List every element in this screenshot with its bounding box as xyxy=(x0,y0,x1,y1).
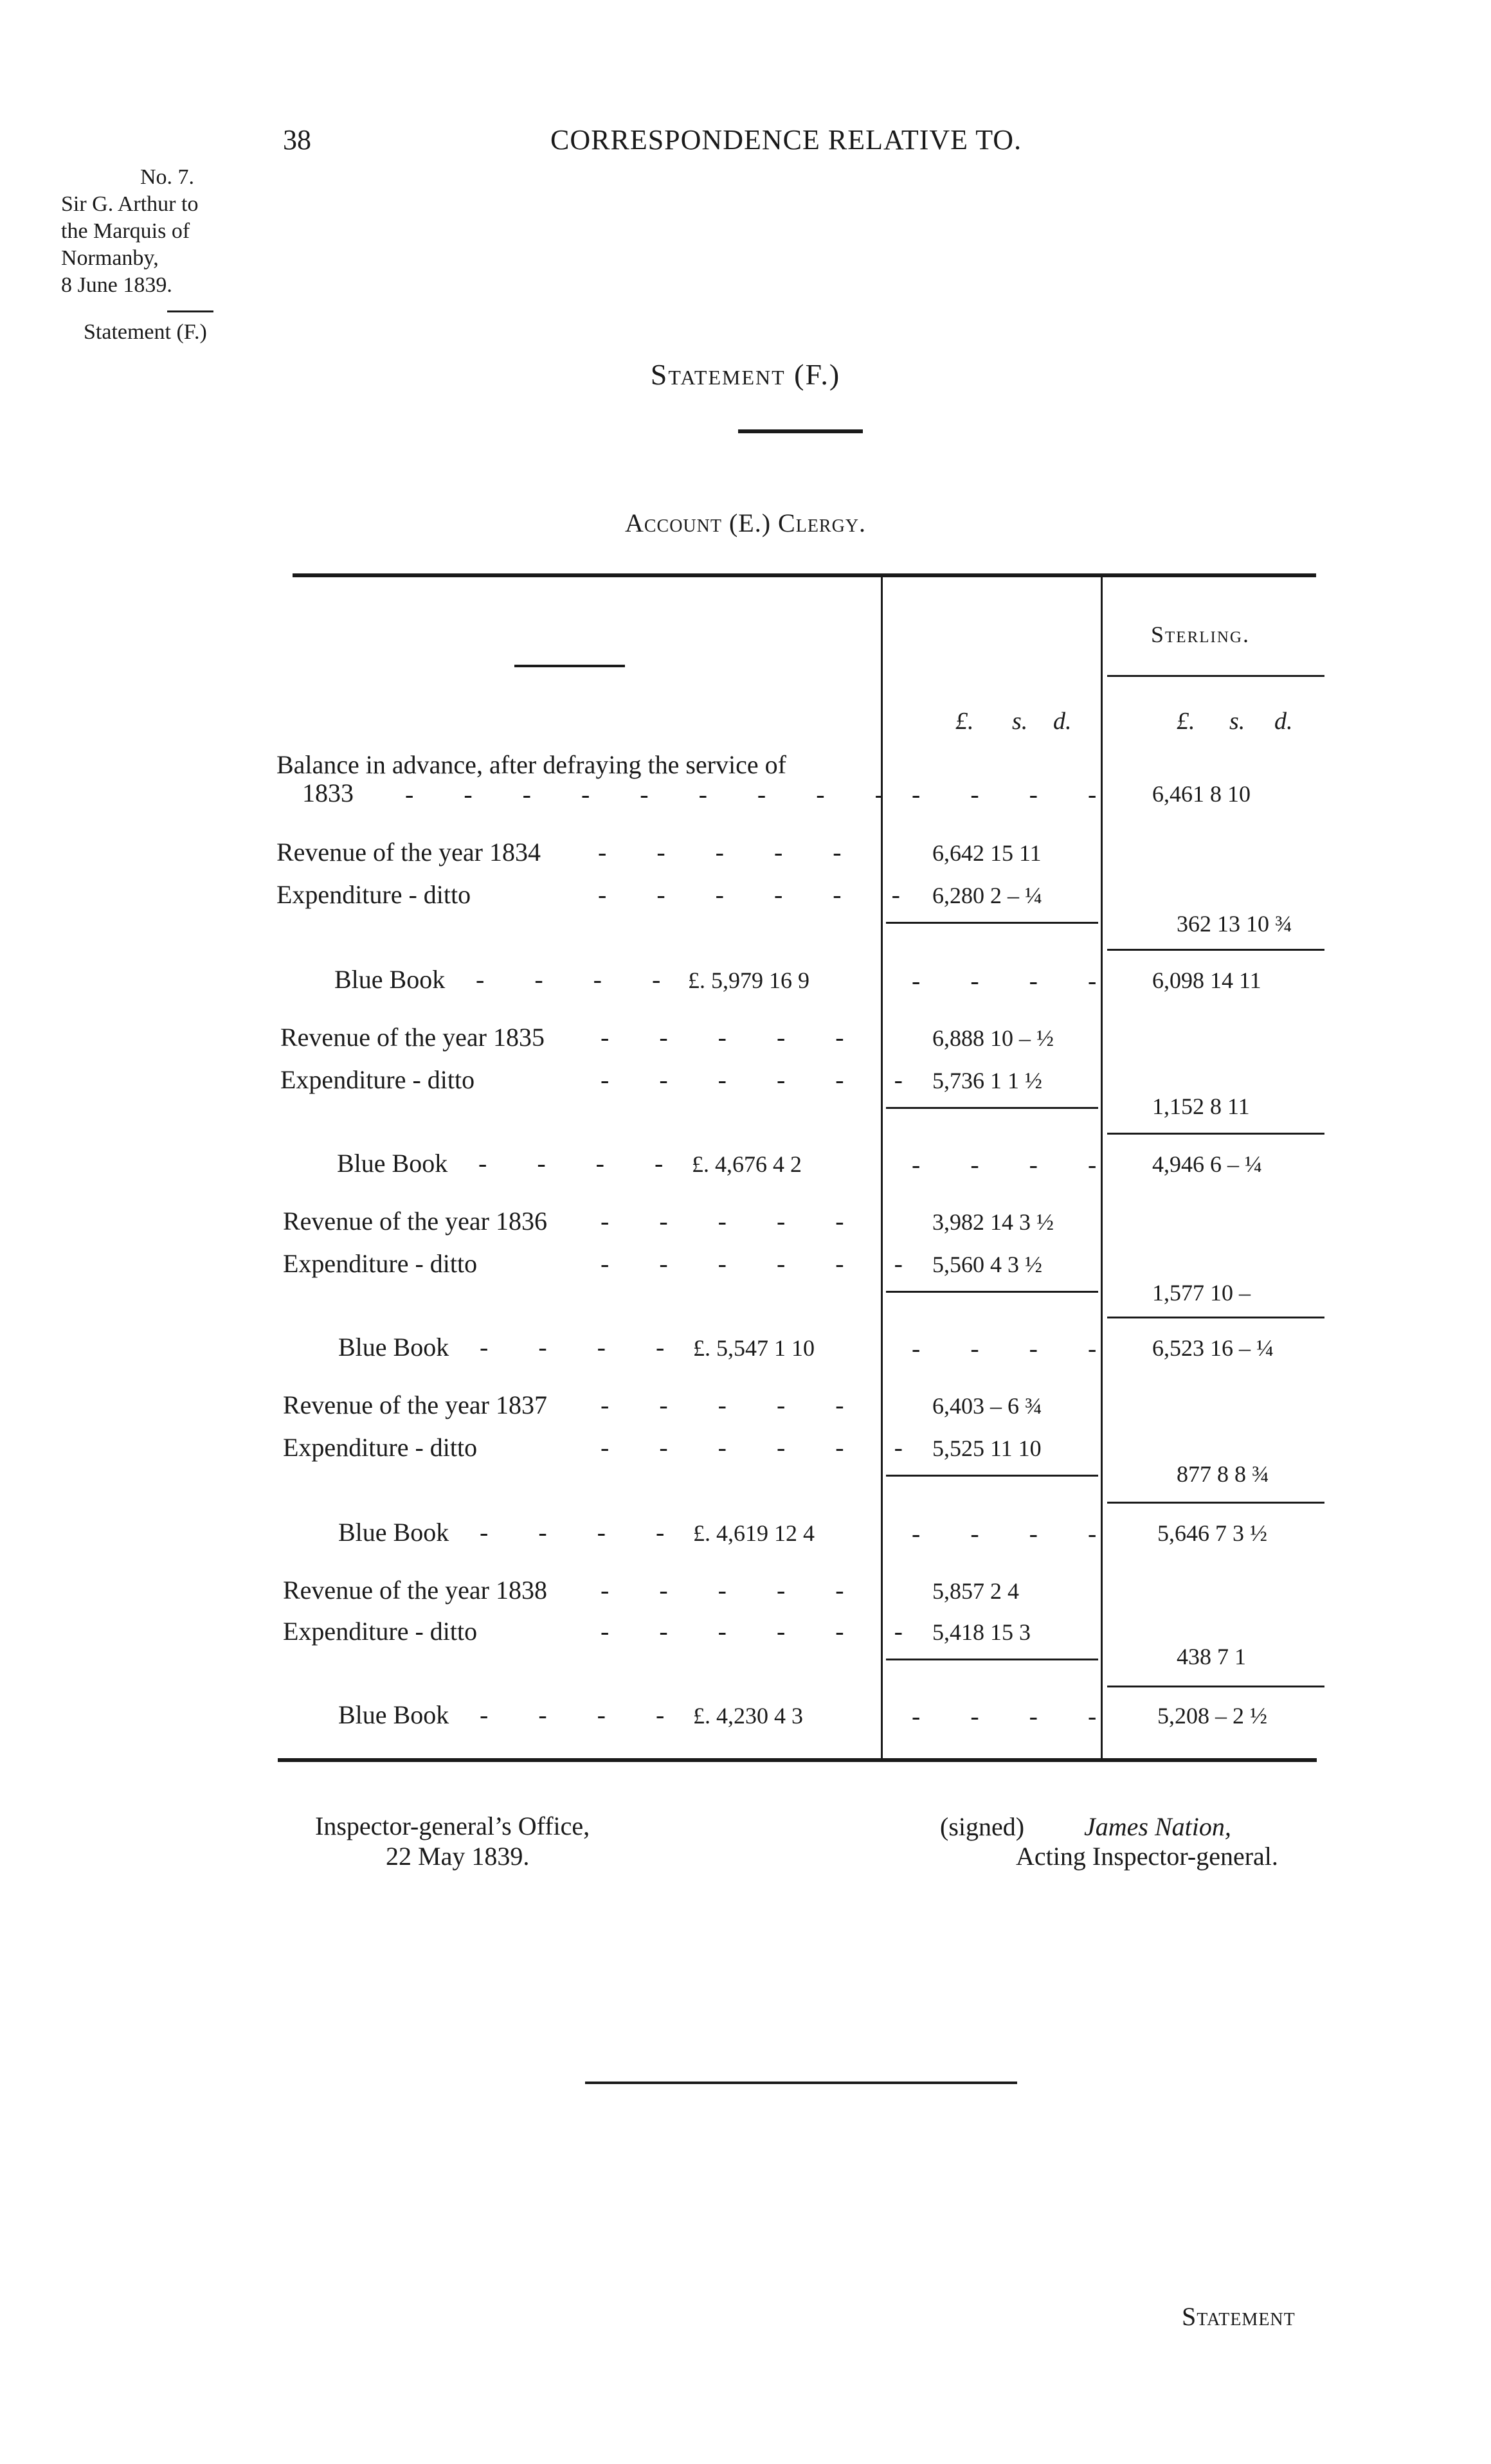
leader-dashes: - - - - - xyxy=(601,1023,866,1052)
empty-cell-dashes: - - - - xyxy=(912,966,1119,995)
currency-value: 5,560 4 3 ½ xyxy=(932,1252,1042,1277)
empty-cell-dashes: - - - - xyxy=(912,1334,1119,1363)
row-label: Expenditure - ditto xyxy=(283,1433,478,1462)
margin-statement: Statement (F.) xyxy=(84,320,207,344)
currency-value: 6,642 15 11 xyxy=(932,840,1042,866)
signed-label: (signed) xyxy=(940,1812,1025,1841)
leader-dashes: - - - - - xyxy=(598,838,863,867)
sum-rule xyxy=(1107,1317,1324,1318)
page-number: 38 xyxy=(283,124,311,156)
row-label: Expenditure - ditto xyxy=(283,1617,478,1646)
col-head-pence: d. xyxy=(1053,708,1072,735)
blue-book-label: Blue Book xyxy=(338,1518,449,1547)
sterling-value: 1,152 8 11 xyxy=(1152,1093,1250,1119)
blue-book-value: £. 4,230 4 3 xyxy=(693,1703,803,1729)
sum-rule xyxy=(886,1107,1098,1109)
closing-rule xyxy=(585,2082,1017,2084)
header-ornament-rule xyxy=(514,665,625,667)
sterling-header-rule xyxy=(1107,675,1324,677)
blue-book-value: £. 4,676 4 2 xyxy=(692,1151,802,1177)
currency-value: 5,857 2 4 xyxy=(932,1578,1019,1604)
row-label: Revenue of the year 1837 xyxy=(283,1390,547,1419)
currency-value: 6,280 2 – ¼ xyxy=(932,883,1042,908)
leader-dashes: - - - - - - xyxy=(601,1433,925,1462)
leader-dashes: - - - - - xyxy=(601,1390,866,1419)
col-head-shillings: s. xyxy=(1012,708,1028,735)
blue-book-label: Blue Book xyxy=(337,1149,448,1178)
col-head-shillings-sterling: s. xyxy=(1229,708,1245,735)
sum-rule xyxy=(886,922,1098,924)
table-top-rule xyxy=(293,573,1316,577)
row-label: Expenditure - ditto xyxy=(276,880,471,909)
margin-note-line: No. 7. xyxy=(140,165,195,189)
blue-book-label: Blue Book xyxy=(334,965,446,994)
row-label-continued: 1833 xyxy=(302,778,354,807)
sum-rule xyxy=(886,1291,1098,1293)
sterling-value: 438 7 1 xyxy=(1177,1644,1246,1669)
currency-value: 6,403 – 6 ¾ xyxy=(932,1393,1042,1419)
sum-rule xyxy=(1107,949,1324,951)
leader-dashes: - - - - xyxy=(480,1700,687,1729)
currency-value: 5,736 1 1 ½ xyxy=(932,1068,1042,1093)
catchword: Statement xyxy=(1182,2302,1296,2331)
blue-book-value: £. 5,547 1 10 xyxy=(693,1335,815,1361)
currency-value: 5,525 11 10 xyxy=(932,1435,1042,1461)
sum-rule xyxy=(886,1475,1098,1477)
sum-rule xyxy=(1107,1686,1324,1687)
margin-note xyxy=(61,164,235,299)
statement-title: Statement (F.) xyxy=(650,358,841,391)
col-head-pounds: £. xyxy=(955,708,974,735)
row-label: Revenue of the year 1834 xyxy=(276,838,541,867)
leader-dashes: - - - - - - - - - xyxy=(405,780,905,809)
sum-rule xyxy=(1107,1502,1324,1504)
empty-cell-dashes: - - - - xyxy=(912,780,1119,809)
sum-rule xyxy=(1107,1133,1324,1135)
leader-dashes: - - - - xyxy=(480,1333,687,1362)
currency-value: 5,418 15 3 xyxy=(932,1619,1031,1645)
leader-dashes: - - - - - - xyxy=(601,1249,925,1278)
leader-dashes: - - - - - xyxy=(601,1207,866,1236)
col-head-pounds-sterling: £. xyxy=(1177,708,1195,735)
sterling-value: 5,208 – 2 ½ xyxy=(1157,1703,1267,1729)
margin-rule xyxy=(167,310,213,312)
leader-dashes: - - - - xyxy=(480,1518,687,1547)
signatory-role: Acting Inspector-general. xyxy=(1016,1842,1278,1871)
leader-dashes: - - - - - - xyxy=(601,1065,925,1094)
signatory-name: James Nation, xyxy=(1084,1812,1231,1841)
sterling-value: 1,577 10 – xyxy=(1152,1280,1251,1306)
sum-rule xyxy=(886,1659,1098,1660)
sterling-value: 6,098 14 11 xyxy=(1152,967,1261,993)
leader-dashes: - - - - - - xyxy=(601,1617,925,1646)
blue-book-label: Blue Book xyxy=(338,1333,449,1362)
empty-cell-dashes: - - - - xyxy=(912,1702,1119,1731)
empty-cell-dashes: - - - - xyxy=(912,1150,1119,1179)
table-divider-left xyxy=(881,575,883,1758)
leader-dashes: - - - - - xyxy=(601,1576,866,1605)
running-head: CORRESPONDENCE RELATIVE TO. xyxy=(550,124,1022,156)
sterling-value: 6,461 8 10 xyxy=(1152,781,1251,807)
currency-value: 3,982 14 3 ½ xyxy=(932,1209,1054,1235)
margin-note-line: Normanby, xyxy=(61,246,159,270)
title-rule xyxy=(738,429,863,433)
table-bottom-rule xyxy=(278,1758,1317,1762)
sterling-value: 6,523 16 – ¼ xyxy=(1152,1335,1274,1361)
blue-book-value: £. 5,979 16 9 xyxy=(688,967,809,993)
sterling-value: 362 13 10 ¾ xyxy=(1177,911,1292,937)
empty-cell-dashes: - - - - xyxy=(912,1519,1119,1548)
office-line: Inspector-general’s Office, xyxy=(315,1812,590,1840)
account-title: Account (E.) Clergy. xyxy=(624,508,867,537)
sterling-column-header: Sterling. xyxy=(1151,622,1250,647)
blue-book-label: Blue Book xyxy=(338,1700,449,1729)
margin-note-line: Sir G. Arthur to xyxy=(61,192,199,216)
leader-dashes: - - - - - - xyxy=(598,880,922,909)
sterling-value: 4,946 6 – ¼ xyxy=(1152,1151,1262,1177)
row-label: Balance in advance, after defraying the service of xyxy=(276,750,786,779)
currency-value: 6,888 10 – ½ xyxy=(932,1025,1054,1051)
margin-note-line: 8 June 1839. xyxy=(61,273,172,297)
leader-dashes: - - - - xyxy=(476,965,683,994)
row-label: Revenue of the year 1838 xyxy=(283,1576,547,1605)
blue-book-value: £. 4,619 12 4 xyxy=(693,1520,815,1546)
row-label: Expenditure - ditto xyxy=(280,1065,475,1094)
margin-note-line: the Marquis of xyxy=(61,219,190,243)
sterling-value: 877 8 8 ¾ xyxy=(1177,1461,1269,1487)
row-label: Revenue of the year 1836 xyxy=(283,1207,547,1236)
leader-dashes: - - - - xyxy=(478,1149,685,1178)
col-head-pence-sterling: d. xyxy=(1274,708,1293,735)
office-date: 22 May 1839. xyxy=(386,1842,530,1871)
row-label: Revenue of the year 1835 xyxy=(280,1023,545,1052)
sterling-value: 5,646 7 3 ½ xyxy=(1157,1520,1267,1546)
row-label: Expenditure - ditto xyxy=(283,1249,478,1278)
